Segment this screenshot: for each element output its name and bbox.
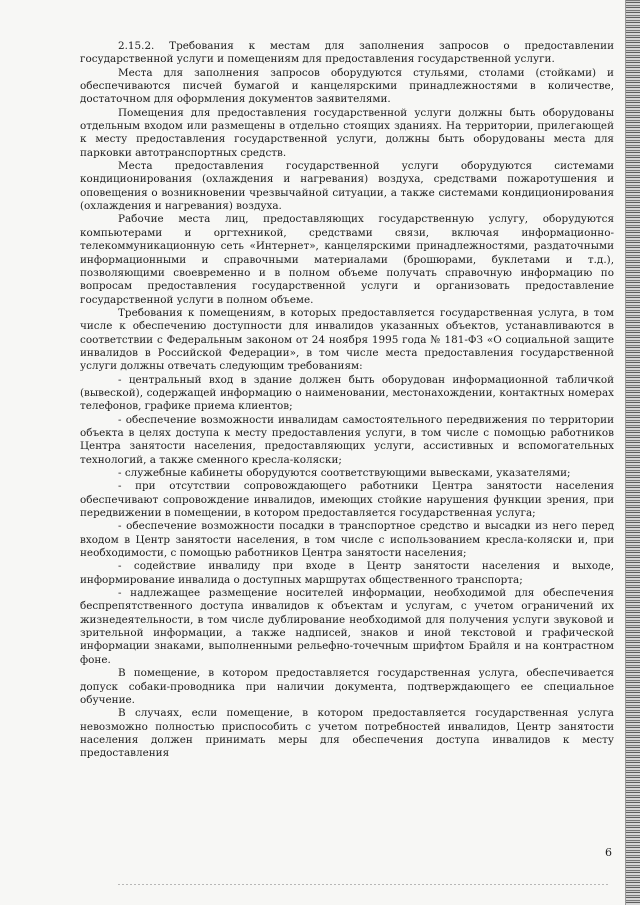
scan-bottom-line	[118, 884, 610, 885]
list-item: - при отсутствии сопровождающего работники Центра занятости населения обеспечивают сопровождение инвалидов, имеющих стойкие нарушения функции зрения, при передвижении в помещении, в котором предоставляется государственная услуга;	[80, 480, 614, 520]
paragraph: Требования к помещениям, в которых предоставляется государственная услуга, в том числе к обеспечению доступности для инвалидов указанных объектов, устанавливаются в соответствии с Федеральным законом от 24 ноября 1995 года № 181-ФЗ «О социальной защите инвалидов в Российской Федерации», в том числе места предоставления государственной услуги должны отвечать следующим требованиям:	[80, 306, 614, 373]
paragraph: В помещение, в котором предоставляется государственная услуга, обеспечивается допуск собаки-проводника при наличии документа, подтверждающего ее специальное обучение.	[80, 667, 614, 706]
section-heading-paragraph: 2.15.2. Требования к местам для заполнения запросов о предоставлении государственной услуги и помещениям для предоставления государственной услуги.	[80, 40, 614, 66]
document-body	[80, 40, 614, 761]
list-item: - центральный вход в здание должен быть оборудован информационной табличкой (вывеской), содержащей информацию о наименовании, местонахождении, контактных номерах телефонов, графике приема клиентов;	[80, 373, 614, 413]
scan-edge	[625, 0, 640, 905]
list-item: - обеспечение возможности инвалидам самостоятельного передвижения по территории объекта в целях доступа к месту предоставления услуги, в том числе с помощью работников Центра занятости населения, предоставляющих услуги, ассистивных и вспомогательных технологий, а также сменного кресла-коляски;	[80, 413, 614, 466]
paragraph: Места предоставления государственной услуги оборудуются системами кондиционирования (охлаждения и нагревания) воздуха, средствами пожаротушения и оповещения о возникновении чрезвычайной ситуации, а также системами кондиционирования (охлаждения и нагревания) воздуха.	[80, 160, 614, 213]
page-number: 6	[605, 846, 612, 859]
list-item: - надлежащее размещение носителей информации, необходимой для обеспечения беспрепятственного доступа инвалидов к объектам и услугам, с учетом ограничений их жизнедеятельности, в том числе дублирование необходимой для получения услуги звуковой и зрительной информации, а также надписей, знаков и иной текстовой и графической информации знаками, выполненными рельефно-точечным шрифтом Брайля и на контрастном фоне.	[80, 587, 614, 666]
paragraph: Места для заполнения запросов оборудуются стульями, столами (стойками) и обеспечиваются писчей бумагой и канцелярскими принадлежностями в количестве, достаточном для оформления документов заявителями.	[80, 66, 614, 106]
paragraph: В случаях, если помещение, в котором предоставляется государственная услуга невозможно полностью приспособить с учетом потребностей инвалидов, Центр занятости населения должен принимать меры для обеспечения доступа инвалидов к месту предоставления	[80, 707, 614, 760]
list-item: - служебные кабинеты оборудуются соответствующими вывесками, указателями;	[118, 467, 571, 479]
paragraph: Рабочие места лиц, предоставляющих государственную услугу, оборудуются компьютерами и оргтехникой, средствами связи, включая информационно-телекоммуникационную сеть «Интернет», канцелярскими принадлежностями, раздаточными информационными и справочными материалами (брошюрами, буклетами и т.д.), позволяющими своевременно и в полном объеме получать справочную информацию по вопросам предоставления государственной услуги и организовать предоставление государственной услуги в полном объеме.	[80, 213, 614, 306]
paragraph: Помещения для предоставления государственной услуги должны быть оборудованы отдельным входом или размещены в отдельно стоящих зданиях. На территории, прилегающей к месту предоставления государственной услуги, должны быть оборудованы места для парковки автотранспортных средств.	[80, 106, 614, 159]
list-item: - содействие инвалиду при входе в Центр занятости населения и выходе, информирование инвалида о доступных маршрутах общественного транспорта;	[80, 560, 614, 586]
list-item: - обеспечение возможности посадки в транспортное средство и высадки из него перед входом в Центр занятости населения, в том числе с использованием кресла-коляски и, при необходимости, с помощью работников Центра занятости населения;	[80, 520, 614, 560]
